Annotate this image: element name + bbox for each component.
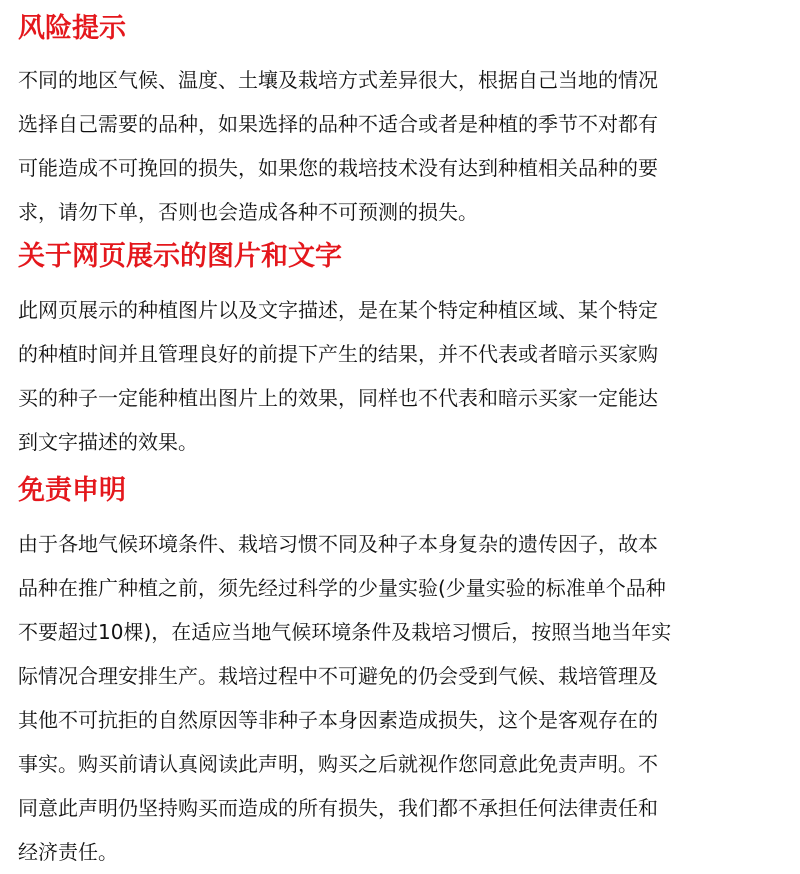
risk-warning-body [18, 58, 790, 234]
body-line: 经济责任。 [18, 840, 118, 864]
body-line: 可能造成不可挽回的损失，如果您的栽培技术没有达到种植相关品种的要 [18, 156, 658, 180]
body-line: 买的种子一定能种植出图片上的效果，同样也不代表和暗示买家一定能达 [18, 386, 658, 410]
body-line: 不同的地区气候、温度、土壤及栽培方式差异很大，根据自己当地的情况 [18, 68, 658, 92]
body-line: 品种在推广种植之前，须先经过科学的少量实验(少量实验的标准单个品种 [18, 576, 666, 600]
body-line: 由于各地气候环境条件、栽培习惯不同及种子本身复杂的遗传因子，故本 [18, 532, 658, 556]
body-line: 其他不可抗拒的自然原因等非种子本身因素造成损失，这个是客观存在的 [18, 708, 658, 732]
body-line: 到文字描述的效果。 [18, 430, 198, 454]
disclaimer-title: 免责申明 [18, 475, 126, 506]
body-line: 此网页展示的种植图片以及文字描述，是在某个特定种植区域、某个特定 [18, 298, 658, 322]
body-line: 同意此声明仍坚持购买而造成的所有损失，我们都不承担任何法律责任和 [18, 796, 658, 820]
disclaimer-section [18, 470, 790, 874]
body-line: 选择自己需要的品种，如果选择的品种不适合或者是种植的季节不对都有 [18, 112, 658, 136]
disclaimer-body [18, 522, 790, 874]
document [18, 8, 790, 874]
body-line: 际情况合理安排生产。栽培过程中不可避免的仍会受到气候、栽培管理及 [18, 664, 658, 688]
body-line: 不要超过10棵)，在适应当地气候环境条件及栽培习惯后，按照当地当年实 [18, 620, 672, 644]
body-line: 事实。购买前请认真阅读此声明，购买之后就视作您同意此免责声明。不 [18, 752, 658, 776]
body-line: 的种植时间并且管理良好的前提下产生的结果，并不代表或者暗示买家购 [18, 342, 658, 366]
image-text-notice-title: 关于网页展示的图片和文字 [18, 241, 342, 272]
body-line: 求，请勿下单，否则也会造成各种不可预测的损失。 [18, 200, 478, 224]
image-text-notice-body [18, 288, 790, 464]
risk-warning-section [18, 8, 790, 234]
image-text-notice-section [18, 236, 790, 464]
risk-warning-title: 风险提示 [18, 13, 126, 44]
